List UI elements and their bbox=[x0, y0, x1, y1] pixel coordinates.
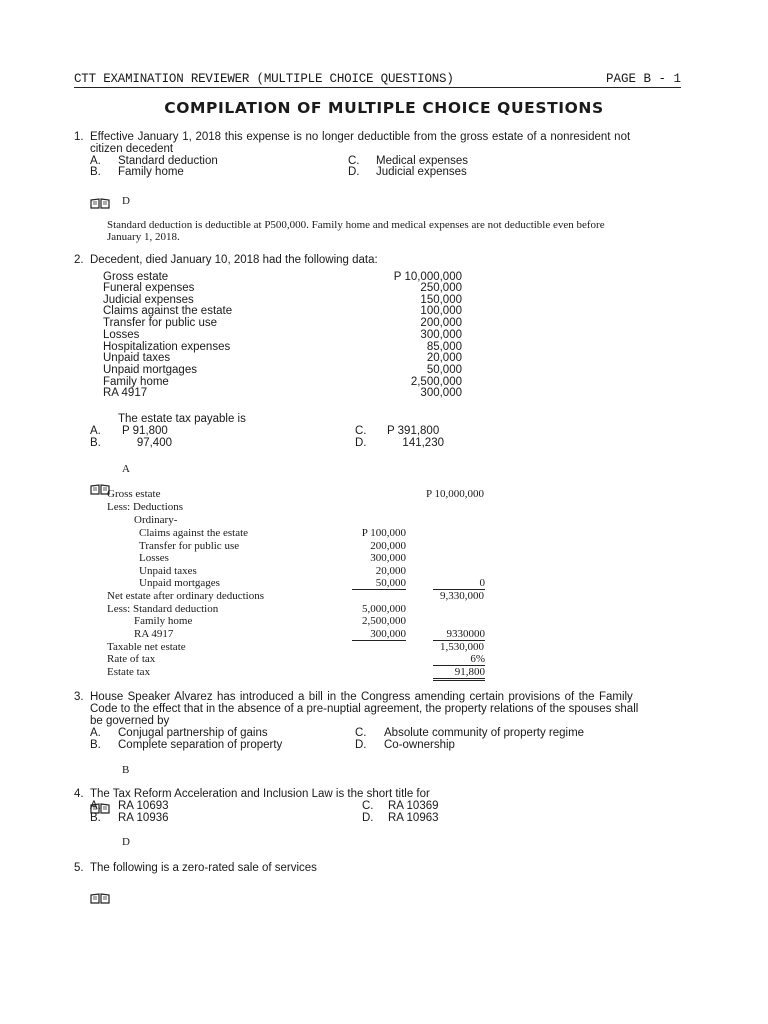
solution-subtotal: 0 bbox=[433, 577, 485, 590]
page-title: COMPILATION OF MULTIPLE CHOICE QUESTIONS bbox=[164, 99, 604, 117]
option-text: Standard deduction bbox=[118, 155, 218, 167]
page-number: PAGE B - 1 bbox=[605, 72, 681, 86]
option-letter: B. bbox=[90, 812, 101, 824]
question-text: be governed by bbox=[90, 715, 170, 727]
option-text: Medical expenses bbox=[376, 155, 469, 167]
data-label: Gross estate bbox=[103, 271, 169, 283]
option-letter: B. bbox=[90, 437, 101, 449]
option-letter: A. bbox=[90, 425, 101, 437]
option-text: 141,230 bbox=[402, 437, 444, 449]
solution-value: 300,000 bbox=[370, 552, 406, 564]
option-letter: D. bbox=[355, 739, 367, 751]
data-value: 150,000 bbox=[420, 294, 462, 306]
option-text: P 391,800 bbox=[387, 425, 440, 437]
answer-letter: A bbox=[122, 463, 130, 475]
solution-label: Less: Deductions bbox=[107, 501, 184, 513]
data-label: Judicial expenses bbox=[103, 294, 194, 306]
solution-value: 50,000 bbox=[352, 577, 406, 590]
solution-label: RA 4917 bbox=[134, 628, 174, 640]
option-text: Absolute community of property regime bbox=[384, 727, 585, 739]
question-text: The Tax Reform Acceleration and Inclusion Law is the short title for bbox=[90, 788, 430, 800]
option-letter: A. bbox=[90, 727, 101, 739]
data-value: 2,500,000 bbox=[410, 376, 462, 388]
solution-label: Family home bbox=[134, 615, 193, 627]
question-text: Decedent, died January 10, 2018 had the following data: bbox=[90, 254, 378, 266]
option-letter: D. bbox=[362, 812, 374, 824]
header-rule bbox=[74, 87, 681, 88]
question-number: 2. bbox=[74, 254, 84, 266]
option-letter: B. bbox=[90, 739, 101, 751]
option-text: 97,400 bbox=[136, 437, 172, 449]
data-label: Unpaid taxes bbox=[103, 352, 171, 364]
solution-label: Ordinary- bbox=[134, 514, 178, 526]
solution-label: Rate of tax bbox=[107, 653, 156, 665]
option-text: RA 10369 bbox=[388, 800, 439, 812]
data-label: Unpaid mortgages bbox=[103, 364, 197, 376]
option-letter: C. bbox=[348, 155, 360, 167]
question-text: citizen decedent bbox=[90, 143, 174, 155]
data-value: 300,000 bbox=[420, 387, 462, 399]
explanation-text: January 1, 2018. bbox=[107, 231, 180, 243]
question-text: Effective January 1, 2018 this expense is no longer deductible from the gross estate of a nonresident not bbox=[90, 131, 631, 143]
data-value: 200,000 bbox=[420, 317, 462, 329]
solution-label: Less: Standard deduction bbox=[107, 603, 219, 615]
data-label: Funeral expenses bbox=[103, 282, 195, 294]
option-letter: C. bbox=[362, 800, 374, 812]
solution-label: Claims against the estate bbox=[139, 527, 249, 539]
question-text: Code to the effect that in the absence of a pre-nuptial agreement, the property relations of the spouses shall bbox=[90, 703, 639, 715]
solution-value: 2,500,000 bbox=[362, 615, 406, 627]
solution-total: 91,800 bbox=[433, 666, 485, 681]
question-text: The following is a zero-rated sale of services bbox=[90, 862, 317, 874]
question-number: 1. bbox=[74, 131, 84, 143]
data-value: 250,000 bbox=[420, 282, 462, 294]
data-value: 85,000 bbox=[426, 341, 462, 353]
data-label: RA 4917 bbox=[103, 387, 148, 399]
option-letter: D. bbox=[355, 437, 367, 449]
solution-value: P 100,000 bbox=[361, 527, 406, 539]
solution-subtotal: 9330000 bbox=[433, 628, 485, 641]
solution-value: 20,000 bbox=[375, 565, 406, 577]
solution-label: Net estate after ordinary deductions bbox=[107, 590, 264, 602]
solution-value: P 10,000,000 bbox=[426, 488, 484, 500]
data-label: Hospitalization expenses bbox=[103, 341, 231, 353]
option-letter: C. bbox=[355, 727, 367, 739]
option-text: Judicial expenses bbox=[376, 166, 467, 178]
solution-label: Transfer for public use bbox=[139, 540, 240, 552]
data-value: 20,000 bbox=[426, 352, 462, 364]
option-text: Family home bbox=[118, 166, 184, 178]
open-book-icon bbox=[90, 893, 110, 904]
solution-label: Unpaid mortgages bbox=[139, 577, 220, 589]
option-text: RA 10936 bbox=[118, 812, 169, 824]
data-label: Family home bbox=[103, 376, 169, 388]
answer-letter: B bbox=[122, 764, 130, 776]
question-text: House Speaker Alvarez has introduced a bill in the Congress amending certain provisions of the Family bbox=[90, 691, 633, 703]
solution-value: 1,530,000 bbox=[440, 641, 484, 653]
solution-label: Losses bbox=[139, 552, 169, 564]
data-label: Transfer for public use bbox=[103, 317, 217, 329]
explanation-text: Standard deduction is deductible at P500,000. Family home and medical expenses are not deductible even before bbox=[107, 219, 605, 231]
answer-letter: D bbox=[122, 836, 130, 848]
option-letter: A. bbox=[90, 155, 101, 167]
option-text: Complete separation of property bbox=[118, 739, 283, 751]
solution-value: 9,330,000 bbox=[440, 590, 484, 602]
solution-value: 6% bbox=[433, 653, 485, 666]
header-title: CTT EXAMINATION REVIEWER (MULTIPLE CHOICE QUESTIONS) bbox=[74, 72, 454, 86]
solution-value: 200,000 bbox=[370, 540, 406, 552]
option-letter: D. bbox=[348, 166, 360, 178]
data-value: 300,000 bbox=[420, 329, 462, 341]
question-number: 3. bbox=[74, 691, 84, 703]
solution-label: Taxable net estate bbox=[107, 641, 186, 653]
data-value: 100,000 bbox=[420, 305, 462, 317]
solution-value: 5,000,000 bbox=[362, 603, 406, 615]
option-letter: B. bbox=[90, 166, 101, 178]
question-prompt: The estate tax payable is bbox=[118, 413, 246, 425]
solution-label: Gross estate bbox=[107, 488, 161, 500]
data-label: Claims against the estate bbox=[103, 305, 233, 317]
option-text: Co-ownership bbox=[384, 739, 455, 751]
option-text: Conjugal partnership of gains bbox=[118, 727, 268, 739]
solution-label: Unpaid taxes bbox=[139, 565, 197, 577]
option-text: RA 10693 bbox=[118, 800, 169, 812]
option-letter: C. bbox=[355, 425, 367, 437]
solution-label: Estate tax bbox=[107, 666, 151, 678]
open-book-icon bbox=[90, 198, 110, 209]
option-text: RA 10963 bbox=[388, 812, 439, 824]
data-value: P 10,000,000 bbox=[393, 271, 462, 283]
option-text: P 91,800 bbox=[122, 425, 168, 437]
solution-value: 300,000 bbox=[352, 628, 406, 641]
question-number: 5. bbox=[74, 862, 84, 874]
answer-letter: D bbox=[122, 195, 130, 207]
option-letter: A. bbox=[90, 800, 101, 812]
question-number: 4. bbox=[74, 788, 84, 800]
data-value: 50,000 bbox=[426, 364, 462, 376]
data-label: Losses bbox=[103, 329, 140, 341]
